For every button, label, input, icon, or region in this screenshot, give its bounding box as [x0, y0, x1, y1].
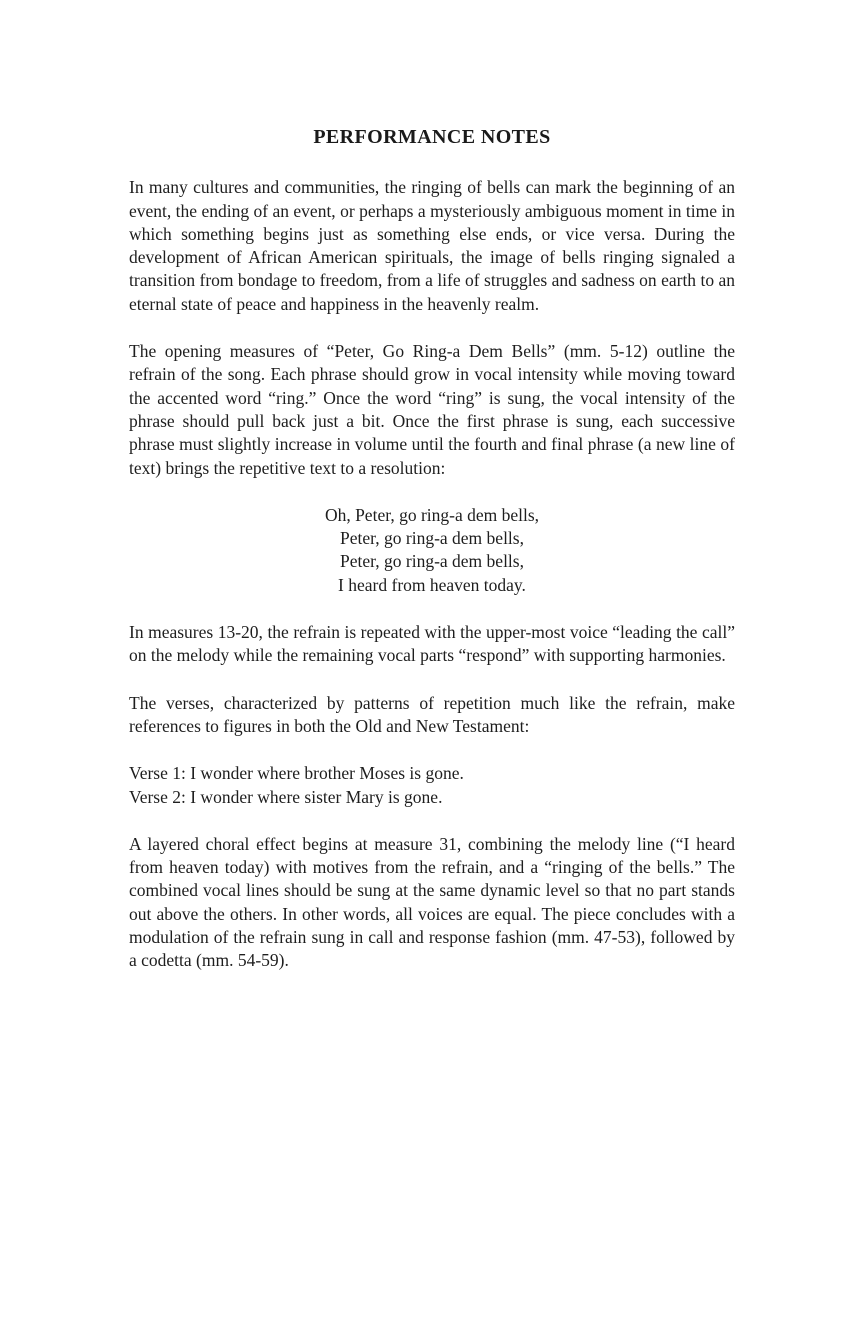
paragraph-measures-13-20: In measures 13-20, the refrain is repeated with the upper-most voice “leading the call” on the melody while the remaining vocal parts “respond” with supporting harmonies.	[129, 622, 735, 666]
paragraph-opening-measures: The opening measures of “Peter, Go Ring-a Dem Bells” (mm. 5-12) outline the refrain of the song. Each phrase should grow in vocal intensity while moving toward the accented word “ring.” Once the word “ring” is sung, the vocal intensity of the phrase should pull back just a bit. Once the first phrase is sung, each successive phrase must slightly increase in volume until the fourth and final phrase (a new line of text) brings the repetitive text to a resolution:	[129, 341, 735, 478]
refrain-verse-block	[129, 504, 735, 597]
verse-1-reference: Verse 1: I wonder where brother Moses is gone.	[129, 763, 464, 784]
refrain-line-1: Oh, Peter, go ring-a dem bells,	[324, 504, 540, 525]
refrain-line-3: Peter, go ring-a dem bells,	[340, 551, 524, 572]
page-title: PERFORMANCE NOTES	[313, 126, 551, 148]
paragraph-layered-choral-effect: A layered choral effect begins at measure 31, combining the melody line (“I heard from heaven today) with motives from the refrain, and a “ringing of the bells.” The combined vocal lines should be sung at the same dynamic level so that no part stands out above the others. In other words, all voices are equal. The piece concludes with a modulation of the refrain sung in call and response fashion (mm. 47-53), followed by a codetta (mm. 54-59).	[129, 833, 735, 971]
verse-2-reference: Verse 2: I wonder where sister Mary is gone.	[129, 786, 443, 807]
paragraph-verses-repetition: The verses, characterized by patterns of repetition much like the refrain, make references to figures in both the Old and New Testament:	[129, 692, 735, 736]
verse-references-block	[129, 762, 735, 809]
refrain-line-2: Peter, go ring-a dem bells,	[340, 528, 524, 549]
refrain-line-4: I heard from heaven today.	[338, 574, 526, 595]
paragraph-intro-bells: In many cultures and communities, the ringing of bells can mark the beginning of an event, the ending of an event, or perhaps a mysteriously ambiguous moment in time in which something begins just as something else ends, or vice versa. During the development of African American spirituals, the image of bells ringing signaled a transition from bondage to freedom, from a life of struggles and sadness on earth to an eternal state of peace and happiness in the heavenly realm.	[129, 177, 735, 314]
